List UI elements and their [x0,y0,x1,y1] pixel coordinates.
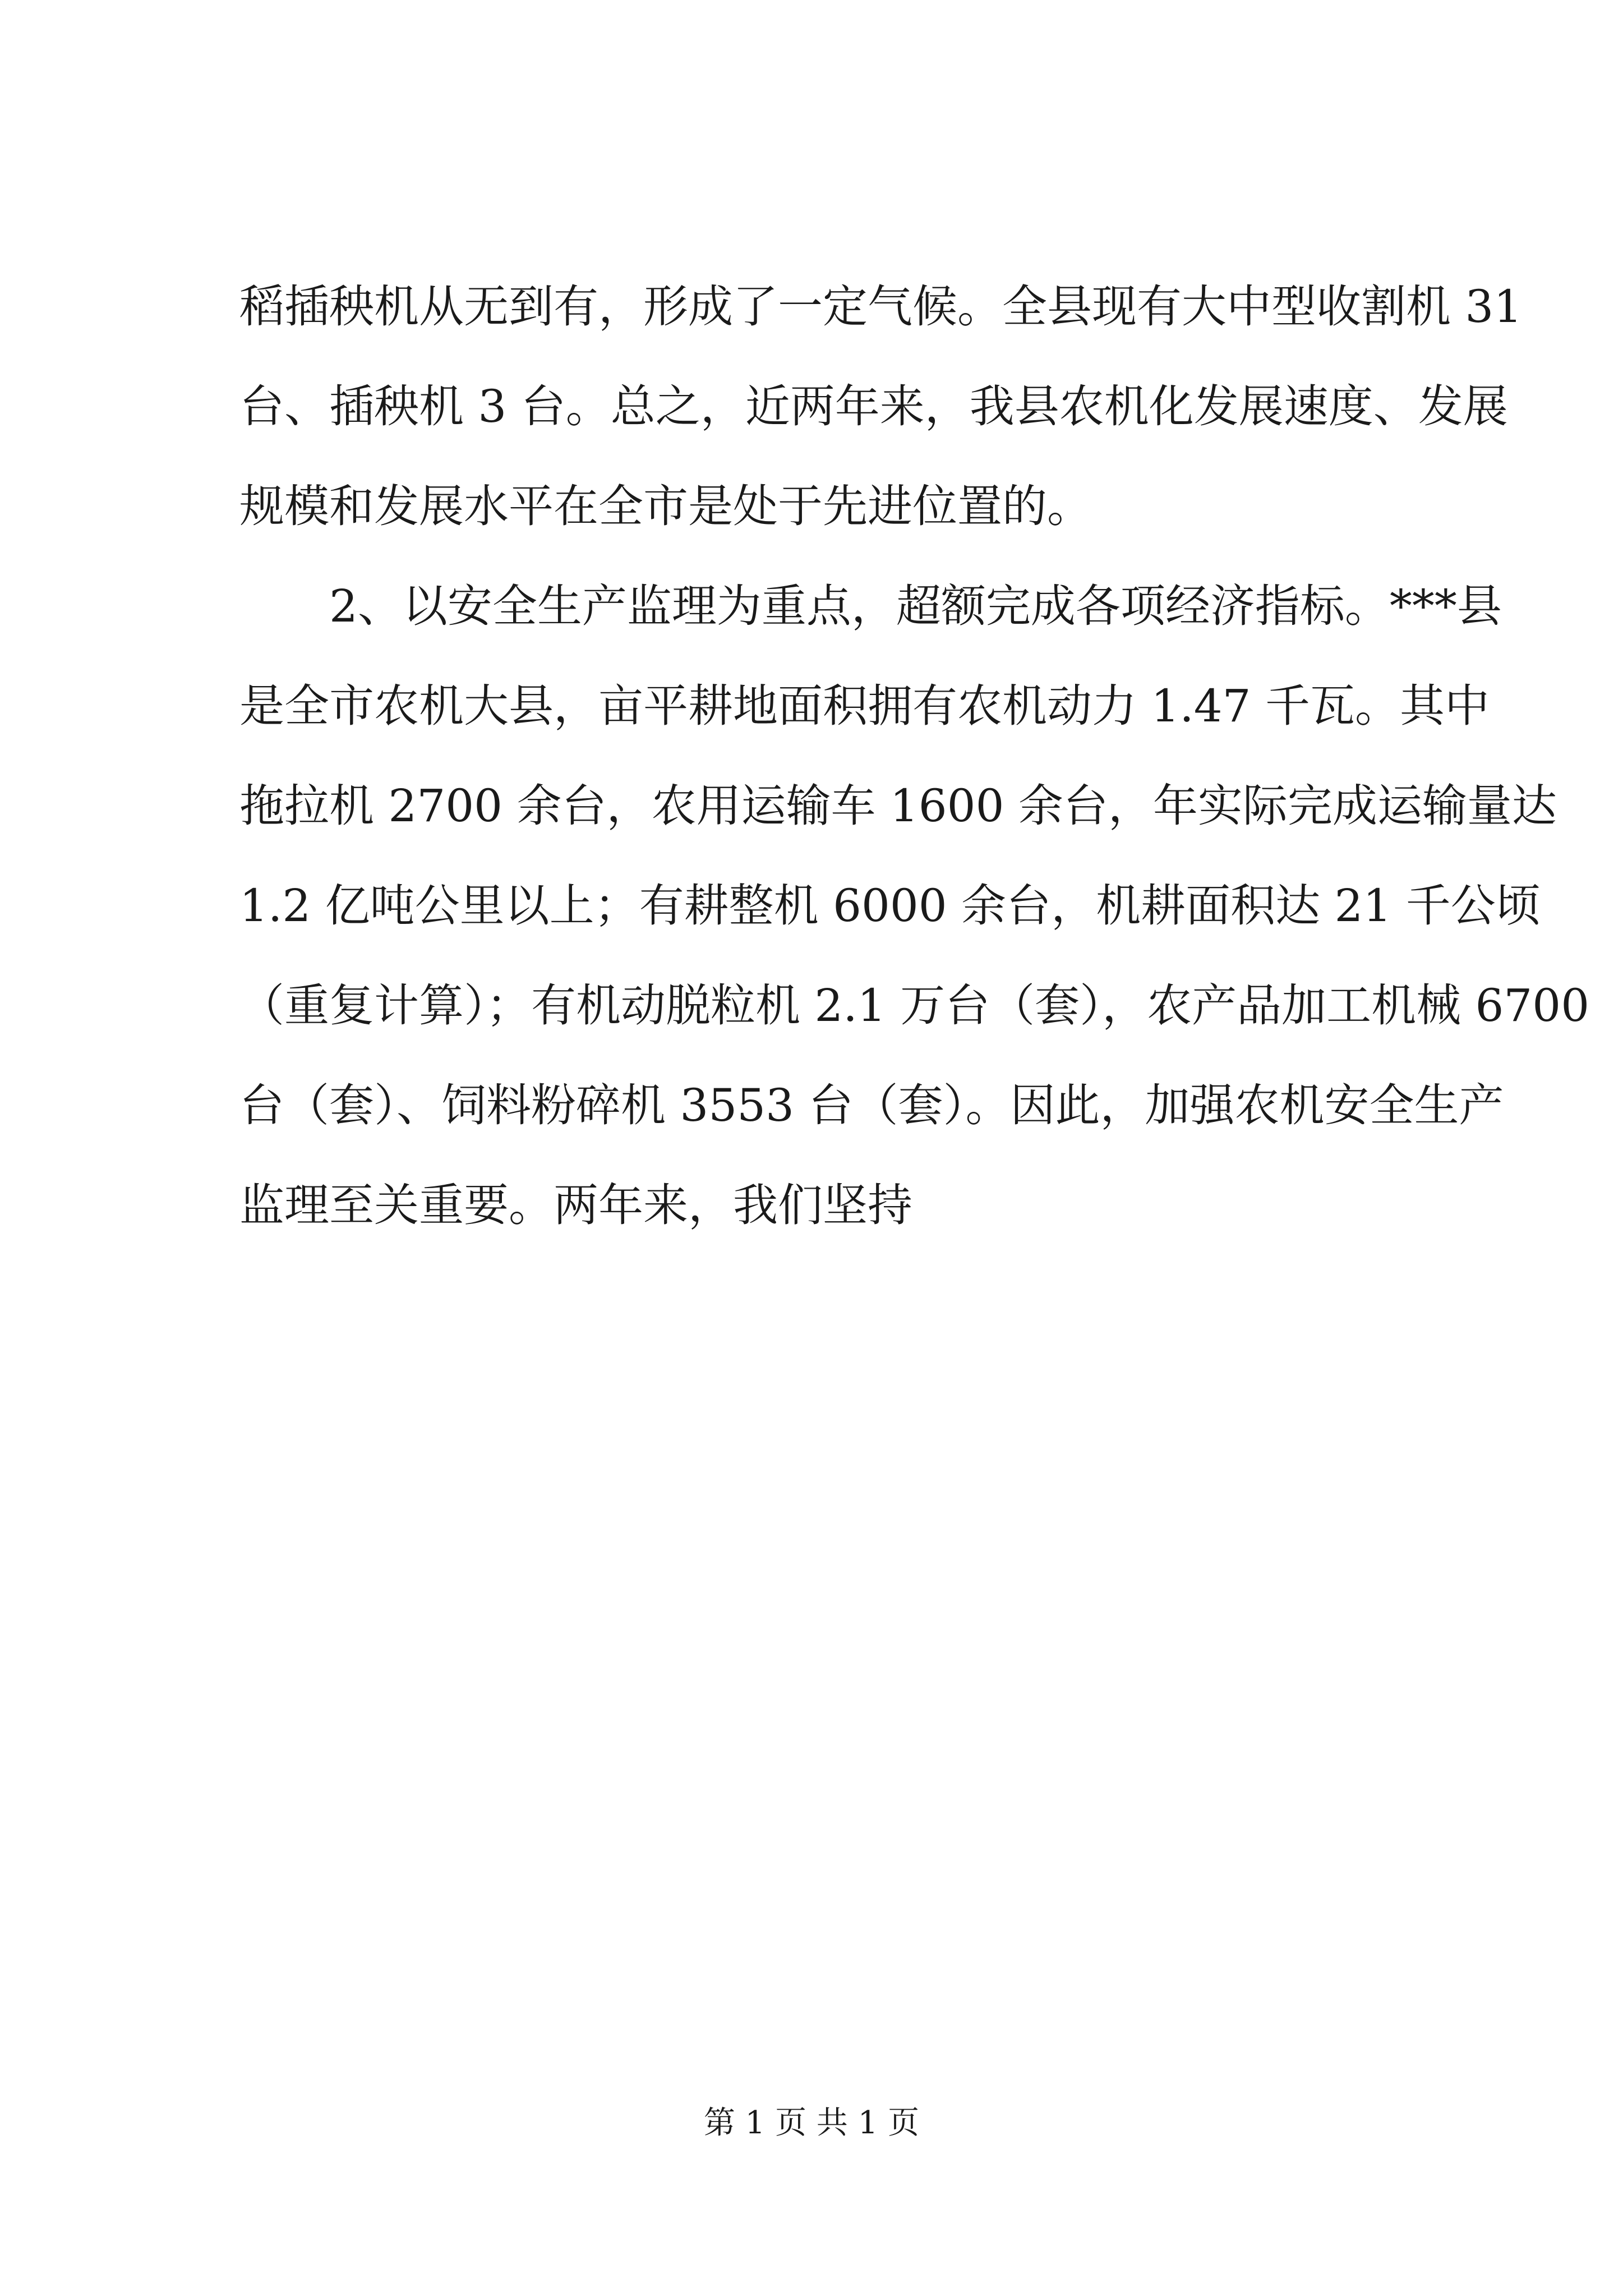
text-line: （重复计算）；有机动脱粒机 2.1 万台（套），农产品加工机械 6700 [239,979,1590,1032]
page-footer [0,2101,1623,2146]
paragraph-1 [239,257,1523,556]
paragraph-2 [239,556,1590,1255]
document-body [239,257,1590,1255]
text-line: 稻插秧机从无到有，形成了一定气候。全县现有大中型收割机 31 [239,280,1523,333]
text-line: 是全市农机大县，亩平耕地面积拥有农机动力 1.47 千瓦。其中 [239,680,1490,732]
text-line: 监理至关重要。两年来，我们坚持 [239,1179,912,1231]
text-line: 拖拉机 2700 余台，农用运输车 1600 余台，年实际完成运输量达 [239,780,1557,832]
text-line: 台、插秧机 3 台。总之，近两年来，我县农机化发展速度、发展 [239,380,1508,432]
text-line: 2、以安全生产监理为重点，超额完成各项经济指标。***县 [329,580,1502,632]
text-line: 台（套）、饲料粉碎机 3553 台（套）。因此，加强农机安全生产 [239,1079,1504,1131]
text-line: 1.2 亿吨公里以上；有耕整机 6000 余台，机耕面积达 21 千公顷 [239,880,1541,932]
text-line: 规模和发展水平在全市是处于先进位置的。 [239,480,1092,532]
page-number-label: 第 1 页 共 1 页 [703,2105,920,2141]
